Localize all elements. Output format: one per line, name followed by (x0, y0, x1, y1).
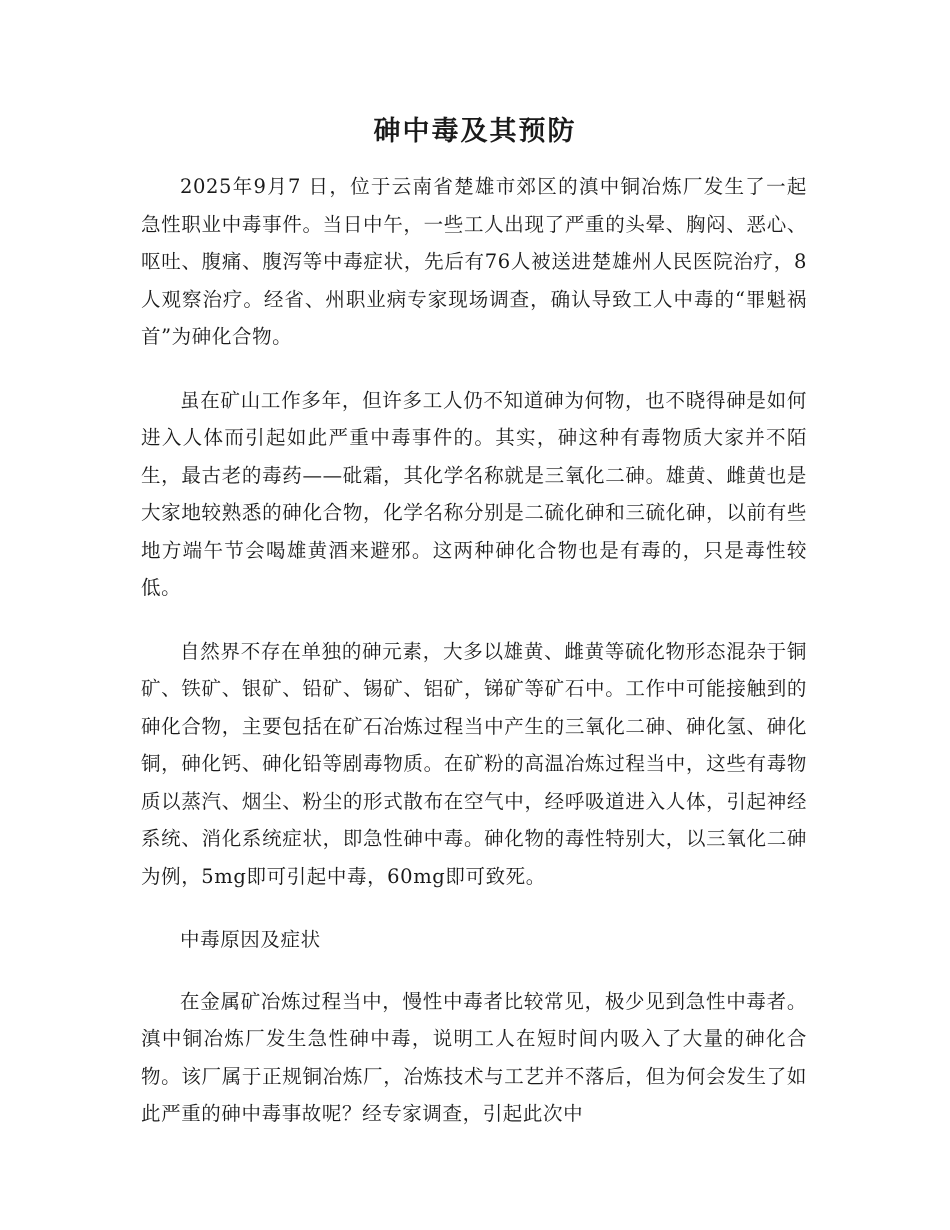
document-title: 砷中毒及其预防 (373, 116, 577, 147)
paragraph-arsenic-sources: 自然界不存在单独的砷元素，大多以雄黄、雌黄等硫化物形态混杂于铜矿、铁矿、银矿、铅矿、锡矿、铝矿，锑矿等矿石中。工作中可能接触到的砷化合物，主要包括在矿石冶炼过程当中产生的三氧化二砷、砷化氢、砷化铜，砷化钙、砷化铅等剧毒物质。在矿粉的高温冶炼过程当中，这些有毒物质以蒸汽、烟尘、粉尘的形式散布在空气中，经呼吸道进入人体，引起神经系统、消化系统症状，即急性砷中毒。砷化物的毒性特别大，以三氧化二砷为例，5mg即可引起中毒，60mg即可致死。 (141, 639, 807, 888)
document-body (141, 168, 807, 1159)
section-heading-causes: 中毒原因及症状 (180, 928, 321, 951)
paragraph-arsenic-intro: 虽在矿山工作多年，但许多工人仍不知道砷为何物，也不晓得砷是如何进入人体而引起如此严重中毒事件的。其实，砷这种有毒物质大家并不陌生，最古老的毒药——砒霜，其化学名称就是三氧化二砷。雄黄、雌黄也是大家地较熟悉的砷化合物，化学名称分别是二硫化砷和三硫化砷，以前有些地方端午节会喝雄黄酒来避邪。这两种砷化合物也是有毒的，只是毒性较低。 (141, 388, 807, 599)
paragraph-causes: 在金属矿冶炼过程当中，慢性中毒者比较常见，极少见到急性中毒者。滇中铜冶炼厂发生急性砷中毒，说明工人在短时间内吸入了大量的砷化合物。该厂属于正规铜冶炼厂，冶炼技术与工艺并不落后，但为何会发生了如此严重的砷中毒事故呢？经专家调查，引起此次中 (141, 989, 807, 1125)
paragraph-incident: 2025年9月7 日，位于云南省楚雄市郊区的滇中铜冶炼厂发生了一起急性职业中毒事件。当日中午，一些工人出现了严重的头晕、胸闷、恶心、呕吐、腹痛、腹泻等中毒症状，先后有76人被送进楚雄州人民医院治疗，8人观察治疗。经省、州职业病专家现场调查，确认导致工人中毒的“罪魁祸首”为砷化合物。 (141, 175, 807, 348)
